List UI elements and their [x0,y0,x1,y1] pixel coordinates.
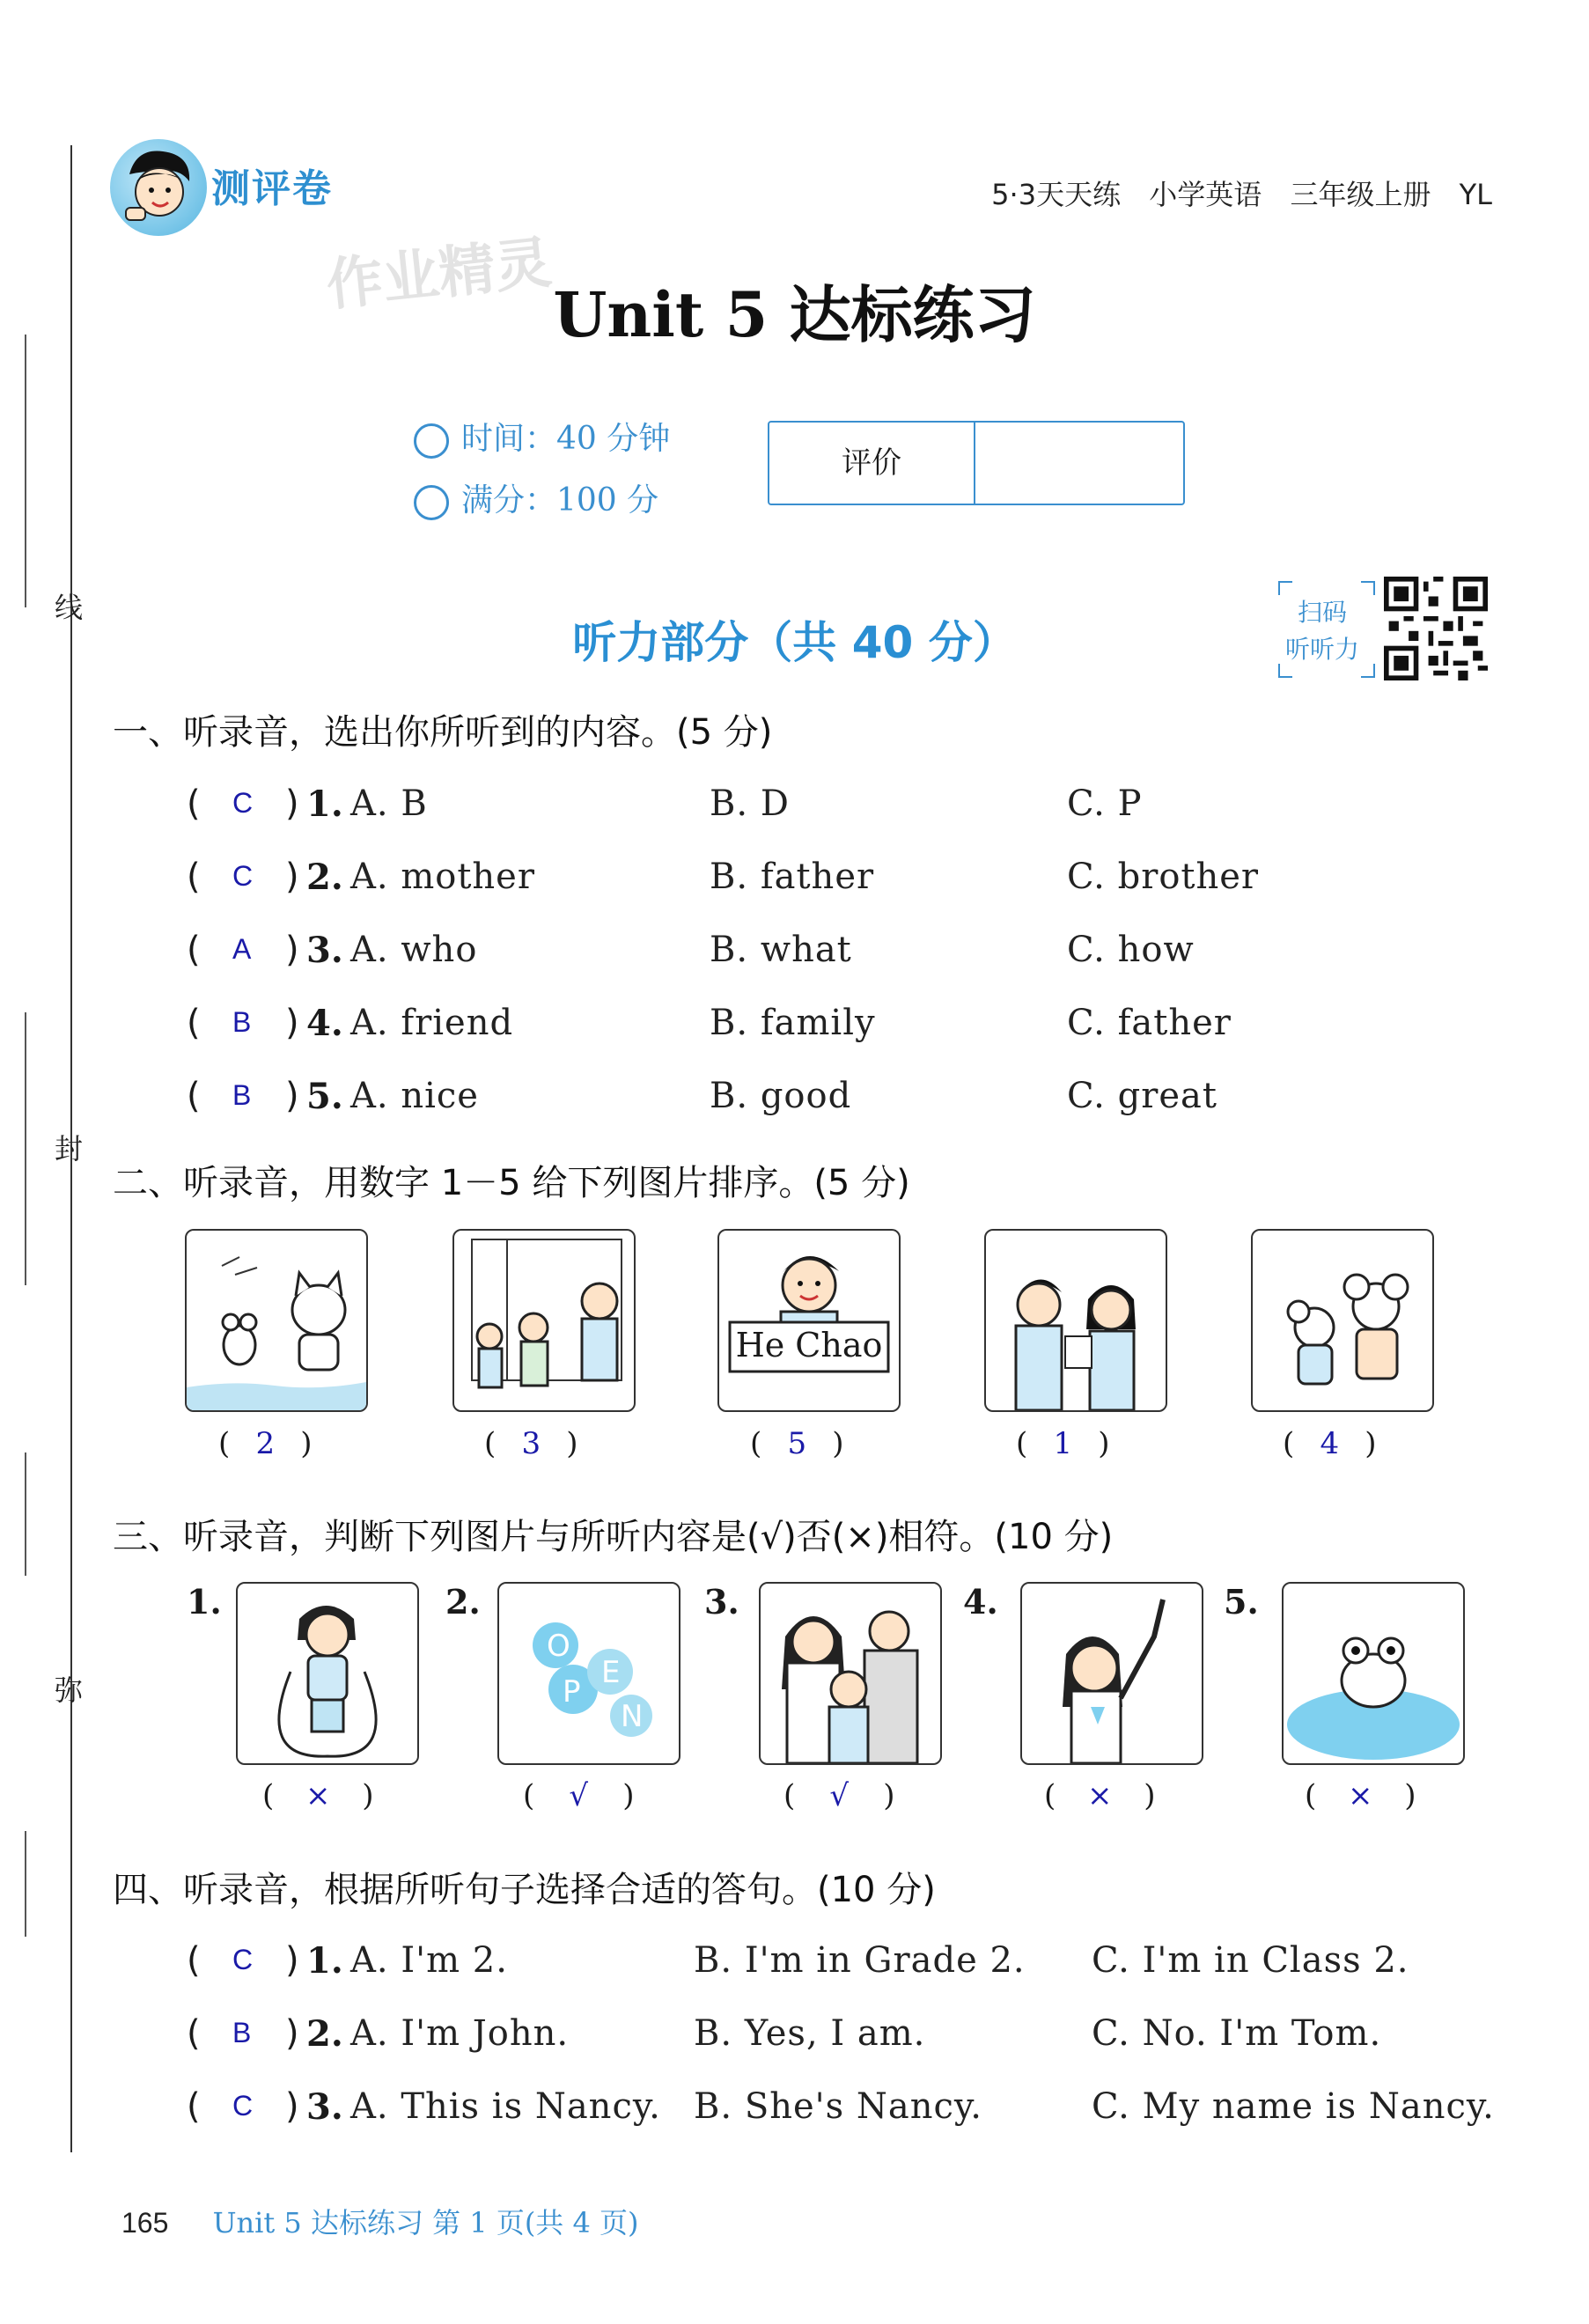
paren-left: ( [187,2086,201,2127]
judge-mark: × [1087,1778,1113,1813]
evaluation-box [768,421,1185,505]
judge-mark: × [1348,1778,1373,1813]
margin-mark-feng: 封 [55,1132,84,1166]
question-number: 2. [306,857,343,898]
choice-row [187,857,1419,901]
section4-title: 四、听录音，根据所听句子选择合适的答句。(10 分) [113,1870,936,1910]
order-number: 3 [521,1426,541,1461]
option-c: C. I'm in Class 2. [1092,1940,1409,1981]
picture-number: 5. [1224,1582,1259,1622]
option-a: A. nice [350,1076,479,1116]
option-b: B. father [710,857,875,897]
order-answer[interactable]: ( 2 ) [218,1426,313,1461]
picture-frog-on-leaf [1282,1582,1465,1765]
logo-mascot-icon [110,139,207,236]
answer-mark[interactable]: C [232,2090,254,2122]
qr-label-line2: 听听力 [1285,635,1360,664]
paren-left: ( [187,783,201,824]
section3-title: 三、听录音，判断下列图片与所听内容是(√)否(×)相符。(10 分) [113,1517,1114,1557]
picture-two-mice [1251,1229,1434,1412]
order-number: 4 [1320,1426,1340,1461]
picture-cat-and-mouse [185,1229,368,1412]
judge-answer[interactable]: ( × ) [1044,1778,1156,1813]
grade-name: 三年级上册 [1290,178,1431,211]
page-footer [121,2201,639,2241]
evaluation-field[interactable] [975,423,1183,504]
svg-text:P: P [563,1674,581,1710]
option-a: A. I'm John. [350,2013,570,2054]
score-text: 满分：100 分 [461,482,659,518]
answer-mark[interactable]: A [232,933,252,965]
score-info [414,475,658,520]
option-a: A. who [350,930,478,970]
judge-mark: √ [569,1778,589,1813]
paren-left: ( [187,2013,201,2054]
page-title [0,266,1589,355]
question-number: 5. [306,1076,343,1117]
option-a: A. friend [350,1003,514,1043]
order-answer[interactable]: ( 5 ) [750,1426,844,1461]
clock-icon [414,423,449,459]
option-a: A. I'm 2. [350,1940,508,1981]
picture-number: 3. [704,1582,739,1622]
choice-row [187,1076,1419,1120]
option-c: C. brother [1067,857,1260,897]
picture-girl-waving [1020,1582,1203,1765]
paren-left: ( [187,857,201,897]
title-cn: 达标练习 [789,279,1036,351]
paren-left: ( [187,1076,201,1116]
edition-name: YL [1459,178,1492,211]
paren-right: ) [285,1003,299,1043]
margin-mark-mi: 弥 [55,1673,84,1707]
answer-mark[interactable]: C [232,1944,254,1975]
reply-row [187,2013,1507,2057]
paren-right: ) [285,2086,299,2127]
option-b: B. what [710,930,852,970]
option-c: C. P [1067,783,1143,824]
reply-row [187,1940,1507,1984]
answer-mark[interactable]: B [232,2017,252,2048]
option-b: B. D [710,783,790,824]
svg-text:O: O [547,1629,570,1664]
question-number: 3. [306,2086,343,2128]
qr-label [1278,581,1375,678]
answer-mark[interactable]: B [232,1079,252,1111]
order-number: 1 [1053,1426,1073,1461]
answer-mark[interactable]: C [232,787,254,819]
book-info [972,173,1492,213]
paren-right: ) [285,1940,299,1981]
picture-open-balloons [497,1582,680,1765]
order-answer[interactable]: ( 3 ) [484,1426,578,1461]
option-c: C. father [1067,1003,1232,1043]
svg-text:E: E [601,1655,621,1690]
margin-mark-xian: 线 [55,591,84,624]
series-name: 5·3天天练 [991,178,1122,211]
judge-mark: √ [829,1778,850,1813]
subject-name: 小学英语 [1149,178,1262,211]
picture-number: 4. [963,1582,998,1622]
order-number: 5 [787,1426,807,1461]
choice-row [187,783,1419,827]
order-answer[interactable]: ( 4 ) [1283,1426,1377,1461]
section1-title: 一、听录音，选出你所听到的内容。(5 分) [113,712,773,753]
judge-answer[interactable]: ( √ ) [783,1778,895,1813]
order-answer[interactable]: ( 1 ) [1016,1426,1110,1461]
question-number: 1. [306,783,343,825]
paren-right: ) [285,930,299,970]
question-number: 3. [306,930,343,971]
margin-tick [25,1452,26,1576]
picture-number: 1. [187,1582,222,1622]
option-a: A. mother [350,857,535,897]
page-number: 165 [121,2207,169,2239]
qr-code-icon[interactable] [1384,577,1488,680]
option-b: B. good [710,1076,852,1116]
order-number: 2 [255,1426,276,1461]
choice-row [187,1003,1419,1047]
judge-answer[interactable]: ( × ) [262,1778,374,1813]
answer-mark[interactable]: B [232,1006,252,1038]
section2-title: 二、听录音，用数字 1－5 给下列图片排序。(5 分) [113,1163,910,1203]
time-text: 时间：40 分钟 [461,421,671,457]
evaluation-label: 评价 [769,423,975,504]
qr-label-line1: 扫码 [1298,598,1348,627]
choice-row [187,930,1419,974]
paren-left: ( [187,1003,201,1043]
judge-mark: × [305,1778,331,1813]
paren-right: ) [285,2013,299,2054]
option-c: C. No. I'm Tom. [1092,2013,1382,2054]
option-b: B. I'm in Grade 2. [694,1940,1026,1981]
picture-boy-and-girl [984,1229,1167,1412]
judge-answer[interactable]: ( × ) [1305,1778,1416,1813]
svg-text:N: N [621,1699,644,1734]
question-number: 4. [306,1003,343,1044]
margin-tick [25,335,26,607]
option-a: A. B [350,783,428,824]
option-b: B. She's Nancy. [694,2086,982,2127]
footer-text: Unit 5 达标练习 第 1 页(共 4 页) [212,2206,639,2239]
paren-right: ) [285,783,299,824]
reply-row [187,2086,1507,2130]
picture-boy-he-chao [717,1229,901,1412]
sign-text: He Chao [735,1326,883,1364]
check-circle-icon [414,485,449,520]
margin-tick [25,1012,26,1285]
option-c: C. how [1067,930,1195,970]
picture-family-walking [452,1229,636,1412]
question-number: 2. [306,2013,343,2055]
paren-left: ( [187,930,201,970]
watermark: 作业精灵 [323,230,555,320]
picture-family-portrait [759,1582,942,1765]
picture-number: 2. [445,1582,481,1622]
option-b: B. family [710,1003,876,1043]
paren-right: ) [285,1076,299,1116]
paren-left: ( [187,1940,201,1981]
option-a: A. This is Nancy. [350,2086,661,2127]
picture-girl-jumping-rope [236,1582,419,1765]
title-unit: Unit 5 [553,278,769,351]
paren-right: ) [285,857,299,897]
time-info [414,414,670,459]
option-c: C. great [1067,1076,1217,1116]
option-c: C. My name is Nancy. [1092,2086,1495,2127]
logo-text: 测评卷 [211,166,333,211]
answer-mark[interactable]: C [232,860,254,892]
option-b: B. Yes, I am. [694,2013,926,2054]
question-number: 1. [306,1940,343,1982]
listening-heading: 听力部分（共 40 分） [572,617,1017,668]
margin-tick [25,1831,26,1937]
judge-answer[interactable]: ( √ ) [523,1778,635,1813]
